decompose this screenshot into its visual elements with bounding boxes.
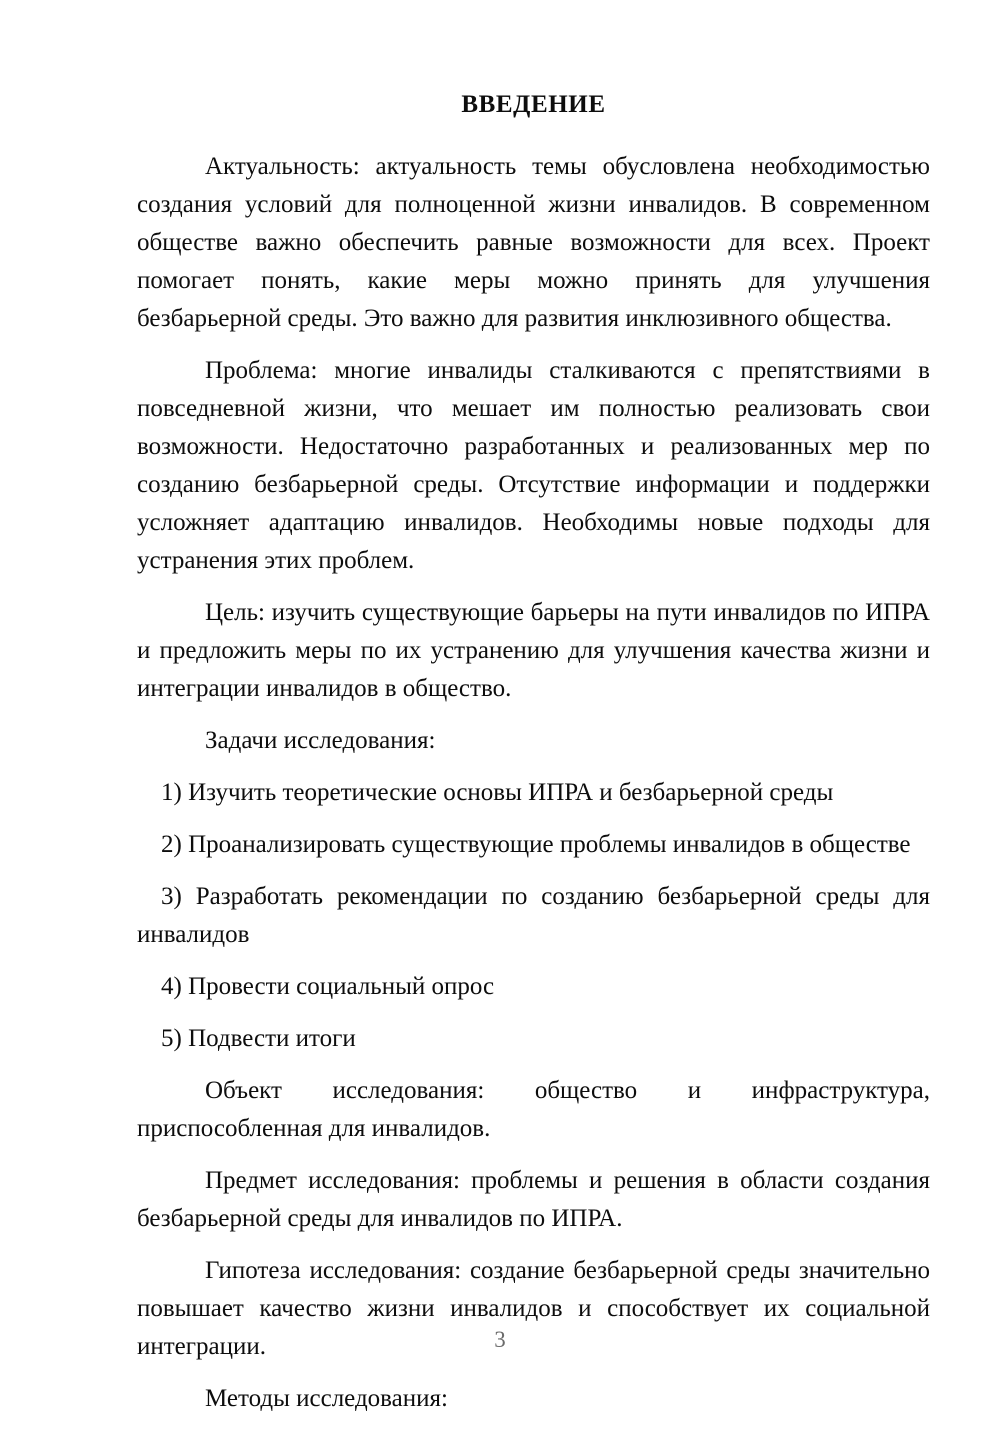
text-line: устранения этих проблем. (137, 547, 415, 574)
text-line: Актуальность: актуальность темы обусловлена необходимостью (205, 153, 930, 180)
task-item-2 (137, 826, 930, 864)
paragraph-goal (137, 594, 930, 708)
text-line: повышает качество жизни инвалидов и способствует их социальной (137, 1295, 930, 1322)
text-line: Объект исследования: общество и инфраструктура, (205, 1077, 930, 1104)
text-line: помогает понять, какие меры можно принять для улучшения (137, 267, 930, 294)
text-line: 2) Проанализировать существующие проблемы инвалидов в обществе (161, 831, 911, 858)
text-line: 4) Провести социальный опрос (161, 973, 495, 1000)
text-line: создания условий для полноценной жизни инвалидов. В современном (137, 191, 930, 218)
text-line: созданию безбарьерной среды. Отсутствие информации и поддержки (137, 471, 930, 498)
text-block-container (137, 148, 930, 1418)
text-line: и предложить меры по их устранению для улучшения качества жизни и (137, 637, 930, 664)
text-line: приспособленная для инвалидов. (137, 1115, 491, 1142)
text-line: Проблема: многие инвалиды сталкиваются с препятствиями в (205, 357, 930, 384)
task-item-3 (137, 878, 930, 954)
paragraph-relevance (137, 148, 930, 338)
task-item-1 (137, 774, 930, 812)
text-line: безбарьерной среды для инвалидов по ИПРА. (137, 1205, 623, 1232)
page-title: ВВЕДЕНИЕ (461, 91, 606, 118)
text-line: 1) Изучить теоретические основы ИПРА и безбарьерной среды (161, 779, 834, 806)
text-line: возможности. Недостаточно разработанных и реализованных мер по (137, 433, 930, 460)
document-body (137, 86, 930, 1432)
text-line: интеграции инвалидов в общество. (137, 675, 512, 702)
paragraph-object (137, 1072, 930, 1148)
text-line: 3) Разработать рекомендации по созданию безбарьерной среды для (161, 883, 930, 910)
text-line: Предмет исследования: проблемы и решения в области создания (205, 1167, 930, 1194)
text-line: повседневной жизни, что мешает им полностью реализовать свои (137, 395, 930, 422)
heading-methods (137, 1380, 930, 1418)
text-line: 5) Подвести итоги (161, 1025, 356, 1052)
text-line: безбарьерной среды. Это важно для развития инклюзивного общества. (137, 305, 892, 332)
task-item-5 (137, 1020, 930, 1058)
heading-tasks (137, 722, 930, 760)
text-line: обществе важно обеспечить равные возможности для всех. Проект (137, 229, 930, 256)
text-line: Гипотеза исследования: создание безбарьерной среды значительно (205, 1257, 930, 1284)
task-item-4 (137, 968, 930, 1006)
text-line: усложняет адаптацию инвалидов. Необходимы новые подходы для (137, 509, 930, 536)
text-line: Цель: изучить существующие барьеры на пути инвалидов по ИПРА (205, 599, 930, 626)
text-line: инвалидов (137, 921, 250, 948)
paragraph-subject (137, 1162, 930, 1238)
text-line: интеграции. (137, 1333, 267, 1360)
page-number: 3 (494, 1327, 506, 1352)
text-line: Методы исследования: (205, 1385, 448, 1412)
text-line: Задачи исследования: (205, 727, 436, 754)
paragraph-problem (137, 352, 930, 580)
